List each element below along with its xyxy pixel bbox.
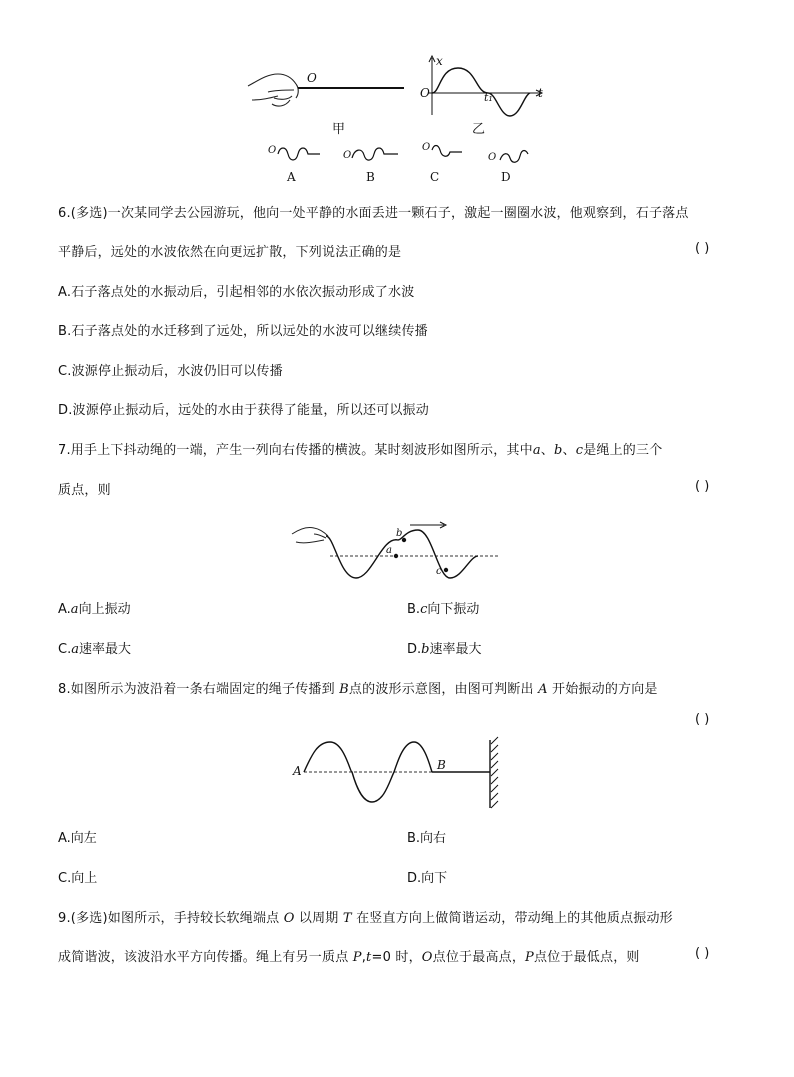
q7-fig-label-c: c	[436, 566, 442, 577]
choice-a-letter: A	[287, 170, 296, 184]
q6-option-a: A.石子落点处的水振动后，引起相邻的水依次振动形成了水波	[58, 285, 415, 300]
q7-line1	[58, 439, 662, 458]
q9-var-t-period: T	[342, 911, 352, 926]
q7-sep1: 、	[540, 443, 554, 458]
q8-option-b: B.向右	[407, 831, 447, 846]
q7-fig-label-a: a	[386, 545, 392, 556]
q8-line1: 8.如图所示为波沿着一条右端固定的绳子传播到 B点的波形示意图，由图可判断出 A 开始振动的方向是	[58, 682, 658, 697]
label-jia: 甲	[332, 122, 346, 137]
q6-option-d: D.波源停止振动后，远处的水由于获得了能量，所以还可以振动	[58, 403, 429, 418]
q8-var-a: A	[538, 682, 548, 697]
choice-d-letter: D	[501, 170, 511, 184]
figure-q8	[304, 737, 498, 808]
q8-option-d: D.向下	[407, 871, 448, 886]
xt-graph	[428, 56, 542, 116]
q6-option-c: C.波源停止振动后，水波仍旧可以传播	[58, 364, 283, 379]
q7-line1-a: 7.用手上下抖动绳的一端，产生一列向右传播的横波。某时刻波形如图所示，其中	[58, 443, 533, 458]
label-yi: 乙	[472, 122, 486, 137]
q8-option-c: C.向上	[58, 871, 98, 886]
hand-icon-q7	[292, 527, 328, 542]
q7-var-c: c	[575, 443, 584, 458]
label-t-axis: t	[538, 86, 543, 100]
q9-var-o: O	[283, 911, 295, 926]
q7-line1-b: 是绳上的三个	[583, 443, 663, 458]
q9-var-t: t	[366, 950, 372, 965]
rope-wave-q8	[304, 742, 432, 802]
q9-line1: 9.(多选)如图所示，手持较长软绳端点 O 以周期 T 在竖直方向上做简谐运动，带动绳上的其他质点振动形	[58, 911, 673, 926]
q7-answer-paren: ( )	[695, 479, 710, 494]
choice-wave-b	[352, 148, 398, 160]
q8-option-a: A.向左	[58, 831, 97, 846]
point-a	[394, 554, 398, 558]
label-o-yi: O	[420, 86, 430, 100]
q7-var-a: a	[532, 443, 541, 458]
choice-wave-a	[278, 148, 320, 160]
choice-wave-d	[500, 151, 528, 163]
q9-var-p: P	[352, 950, 362, 965]
q6-line1: 6.(多选)一次某同学去公园游玩，他向一处平静的水面丢进一颗石子，激起一圈圈水波，他观察到，石子落点	[58, 206, 689, 221]
label-t1: t₁	[484, 91, 493, 104]
point-c	[444, 568, 448, 572]
q7-option-c: C.a速率最大	[58, 642, 131, 657]
q8-fig-label-a: A	[293, 764, 302, 778]
q6-option-b: B.石子落点处的水迁移到了远处，所以远处的水波可以继续传播	[58, 324, 428, 339]
q9-answer-paren: ( )	[695, 946, 710, 961]
point-b	[402, 538, 406, 542]
q8-answer-paren: ( )	[695, 712, 710, 727]
choice-b-letter: B	[366, 170, 375, 184]
choice-c-letter: C	[430, 170, 440, 184]
label-o-jia: O	[307, 71, 317, 85]
q7-option-d: D.b速率最大	[407, 642, 482, 657]
q6-line2: 平静后，远处的水波依然在向更远扩散，下列说法正确的是	[58, 245, 402, 260]
q7-option-a: A.a向上振动	[58, 602, 131, 617]
q7-sep2: 、	[562, 443, 576, 458]
q7-line2: 质点，则	[58, 483, 111, 498]
q9-var-p2: P	[525, 950, 534, 965]
xt-curve	[432, 68, 530, 116]
hand-icon	[248, 74, 298, 106]
choice-d-o: O	[488, 152, 497, 163]
label-x-axis: x	[436, 54, 443, 68]
q7-option-b: B.c向下振动	[407, 602, 480, 617]
choice-b-o: O	[343, 150, 352, 161]
q8-fig-label-b: B	[437, 758, 446, 772]
choice-c-o: O	[422, 142, 431, 153]
q9-line2: 成简谐波，该波沿水平方向传播。绳上有另一质点 P,t=0 时，O点位于最高点，P点位于最低点，则	[58, 950, 640, 965]
q7-fig-label-b: b	[396, 528, 403, 539]
q6-answer-paren: ( )	[695, 241, 710, 256]
q8-var-b: B	[339, 682, 349, 697]
q7-var-b: b	[553, 443, 563, 458]
choice-wave-c	[432, 146, 462, 157]
q9-var-o2: O	[421, 950, 433, 965]
choice-a-o: O	[268, 145, 277, 156]
